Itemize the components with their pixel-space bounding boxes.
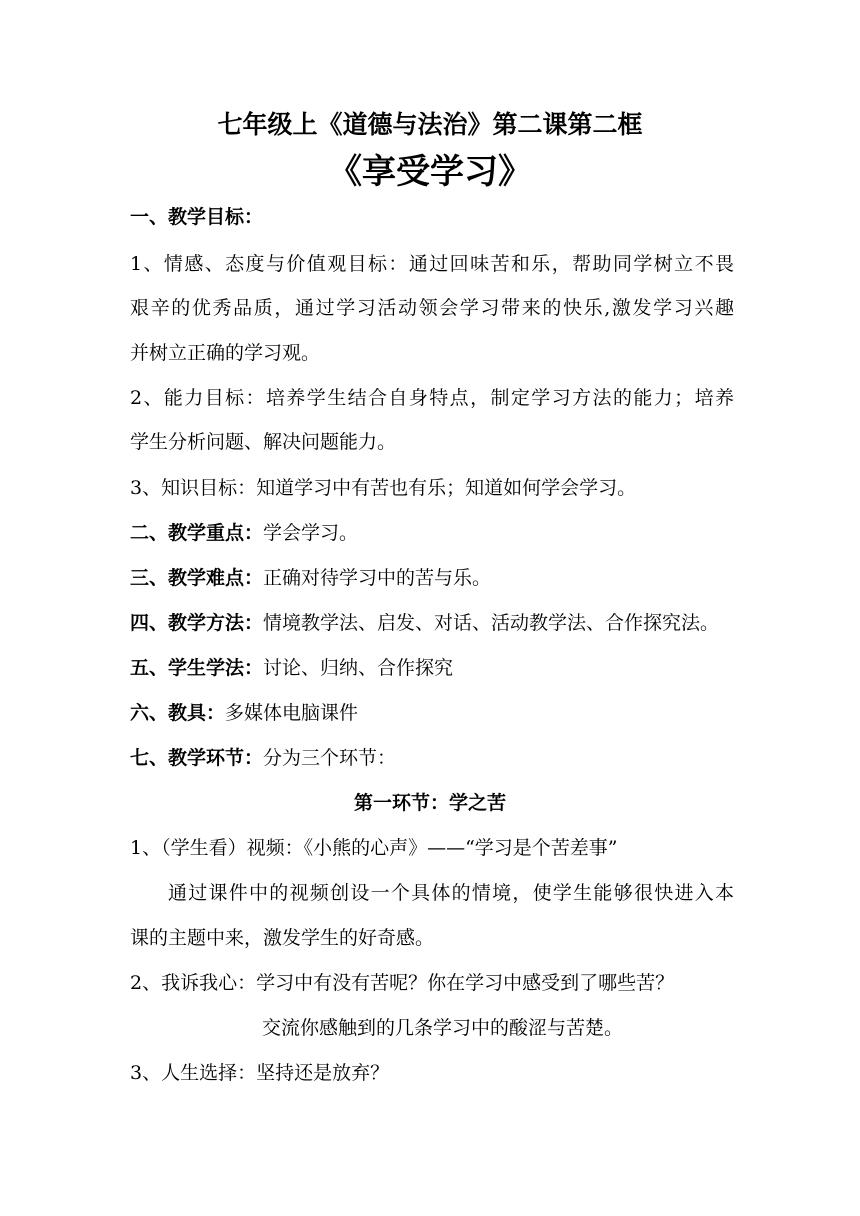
section-tools	[130, 699, 734, 727]
goal-2-line-2: 学生分析问题、解决问题能力。	[130, 431, 397, 453]
goal-3-line-1: 3、知识目标：知道学习中有苦也有乐；知道如何学会学习。	[130, 477, 637, 499]
section-heading-method: 四、教学方法：	[130, 612, 264, 634]
section-heading-tools: 六、教具：	[130, 702, 226, 724]
section-heading-stages: 七、教学环节：	[130, 747, 264, 769]
section-key-point	[130, 519, 734, 547]
stage-1-heading: 第一环节：学之苦	[353, 792, 506, 814]
tools-text: 多媒体电脑课件	[225, 702, 359, 724]
method-text: 情境教学法、启发、对话、活动教学法、合作探究法。	[263, 612, 720, 634]
section-stages	[130, 744, 734, 772]
item-2-line-1: 2、我诉我心：学习中有没有苦呢？你在学习中感受到了哪些苦？	[130, 972, 675, 994]
document-title: 七年级上《道德与法治》第二课第二框	[217, 110, 643, 139]
key-point-text: 学会学习。	[263, 522, 359, 544]
item-1-line-1: 1、（学生看）视频：《小熊的心声》——“学习是个苦差事”	[130, 837, 618, 859]
section-heading-goals: 一、教学目标：	[130, 206, 264, 228]
item-2-line-2: 交流你感触到的几条学习中的酸涩与苦楚。	[262, 1017, 624, 1039]
section-difficulty	[130, 564, 734, 592]
document-subtitle: 《享受学习》	[328, 152, 532, 192]
study-method-text: 讨论、归纳、合作探究	[263, 657, 454, 679]
goal-2-line-1: 2、能力目标：培养学生结合自身特点，制定学习方法的能力；培养	[130, 387, 734, 409]
difficulty-text: 正确对待学习中的苦与乐。	[263, 567, 492, 589]
item-1-paragraph-line-2: 课的主题中来，激发学生的好奇感。	[130, 927, 435, 949]
stages-text: 分为三个环节：	[263, 747, 397, 769]
goal-1-line-1: 1、情感、态度与价值观目标：通过回味苦和乐，帮助同学树立不畏	[130, 253, 734, 275]
goal-1-line-3: 并树立正确的学习观。	[130, 342, 321, 364]
section-heading-study-method: 五、学生学法：	[130, 657, 264, 679]
goal-1-line-2: 艰辛的优秀品质，通过学习活动领会学习带来的快乐,激发学习兴趣	[130, 297, 734, 319]
section-method	[130, 609, 734, 637]
section-study-method	[130, 654, 734, 682]
section-heading-key-point: 二、教学重点：	[130, 522, 264, 544]
item-1-paragraph-line-1: 通过课件中的视频创设一个具体的情境，使学生能够很快进入本	[168, 882, 734, 904]
item-3-line-1: 3、人生选择：坚持还是放弃？	[130, 1062, 390, 1084]
section-heading-difficulty: 三、教学难点：	[130, 567, 264, 589]
